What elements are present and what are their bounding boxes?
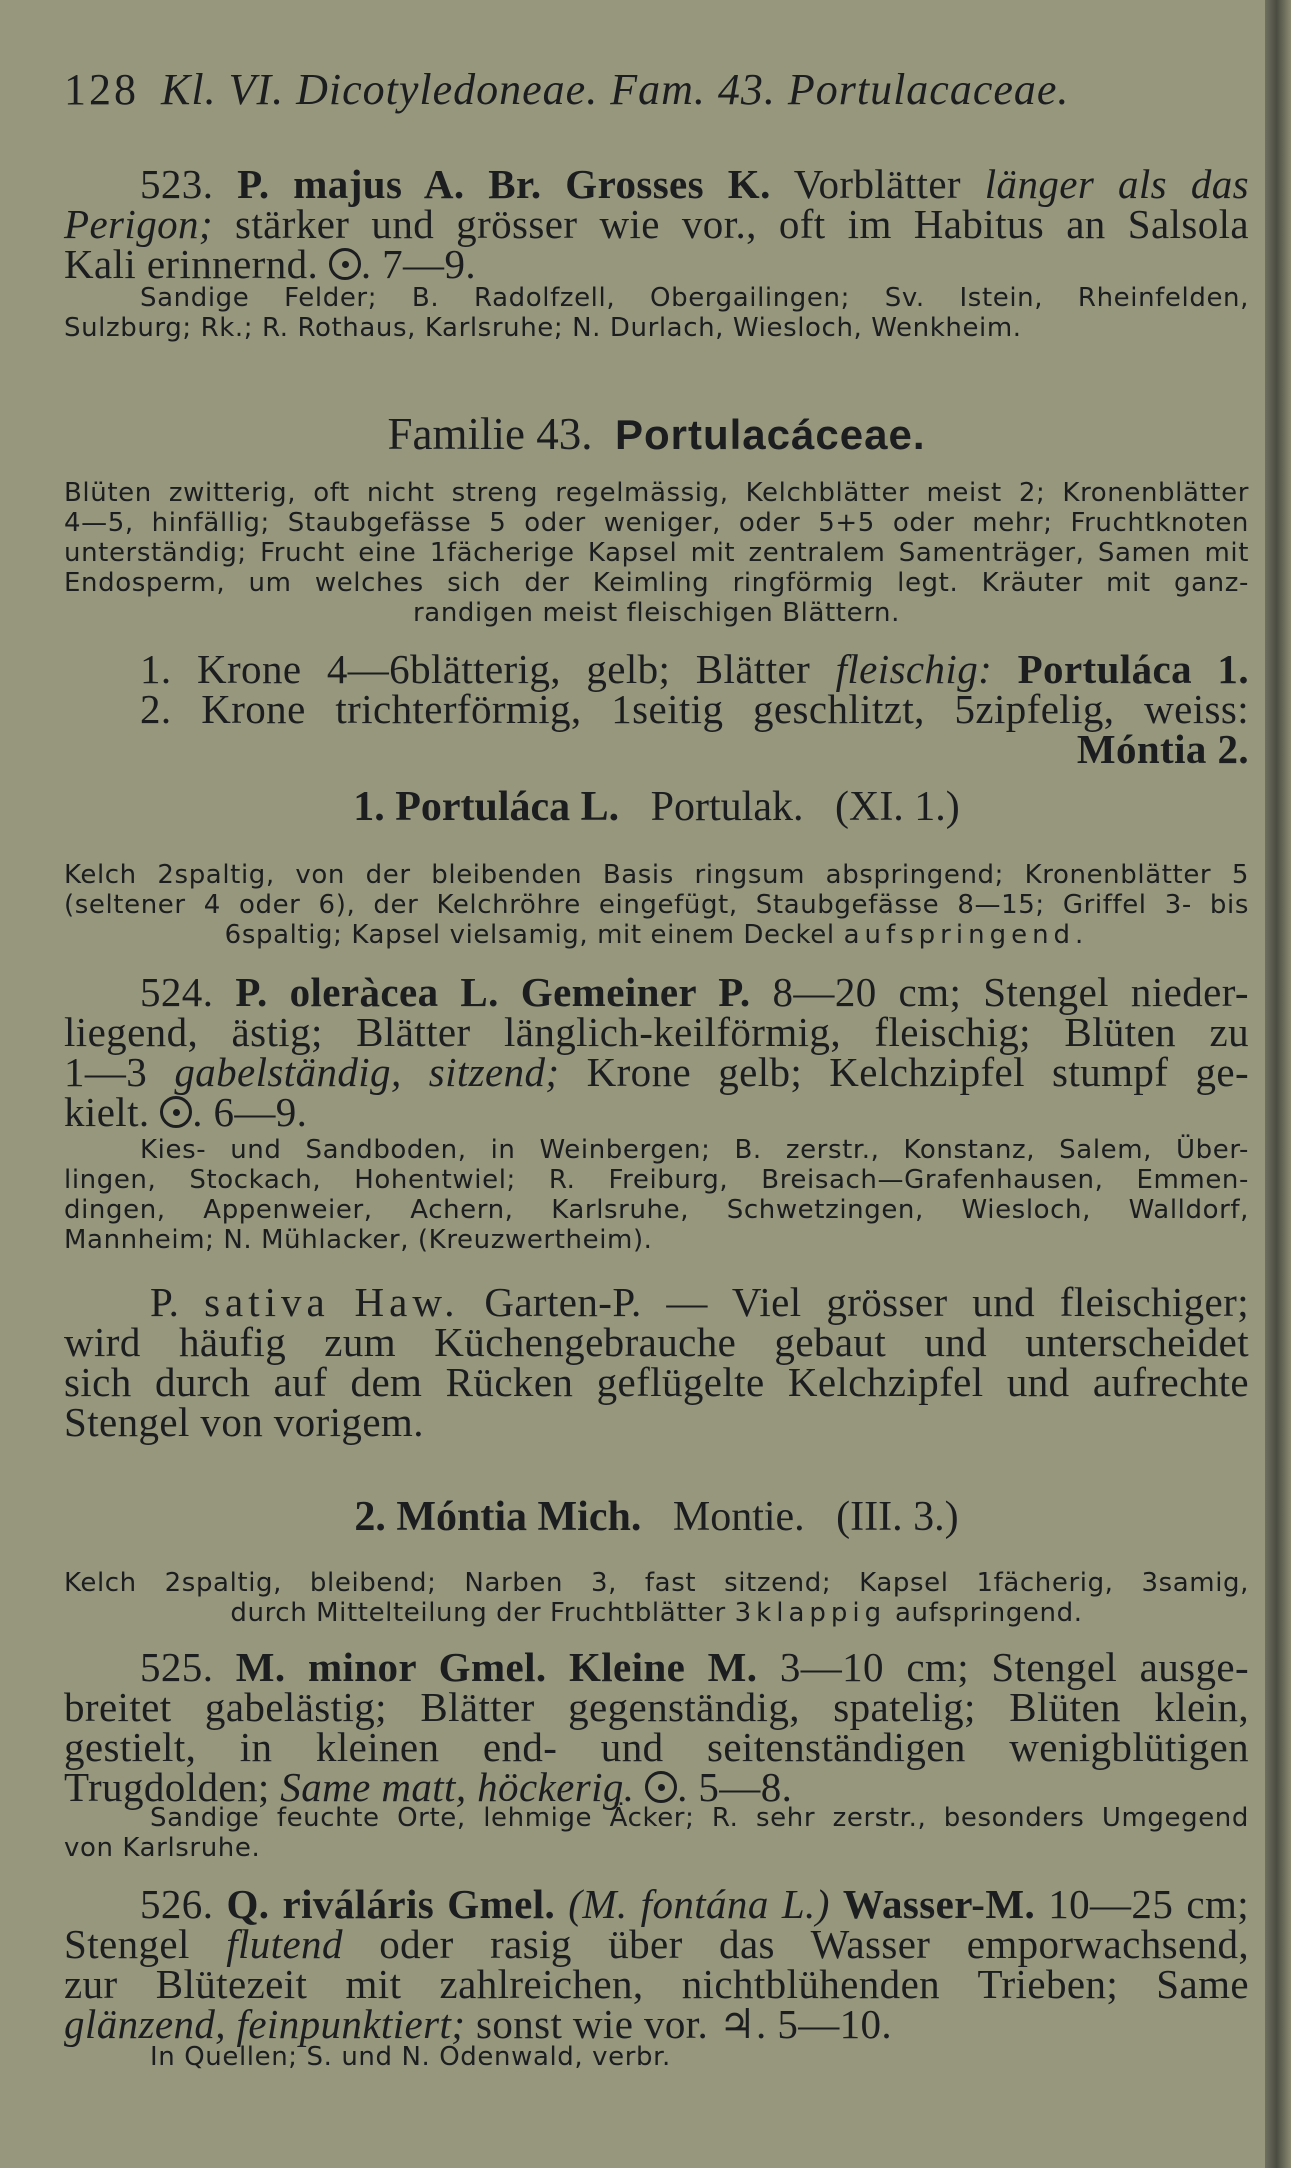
entry-523-locality-1: Sandige Felder; B. Radolfzell, Obergailingen; Sv. Istein, Rheinfelden, <box>140 283 1249 313</box>
entry-523-line-1: 523. P. majus A. Br. Grosses K. Vorblätter länger als das <box>140 161 1249 207</box>
genus-2-heading: 2. Móntia Mich. Montie. (III. 3.) <box>354 1494 959 1540</box>
annual-symbol-icon <box>160 1096 192 1128</box>
entry-524-line-2: liegend, ästig; Blätter länglich-keilförmig, fleischig; Blüten zu <box>64 1009 1249 1055</box>
running-head-title: Kl. VI. Dicotyledoneae. Fam. 43. Portulacaceae. <box>161 65 1070 114</box>
entry-523-locality-2: Sulzburg; Rk.; R. Rothaus, Karlsruhe; N. Durlach, Wiesloch, Wenkheim. <box>64 313 1022 343</box>
annual-symbol-icon <box>329 248 361 280</box>
key-line-2-result: Móntia 2. <box>1076 726 1249 772</box>
family-heading: Familie 43. Portulacáceae. <box>387 409 926 459</box>
book-page: 128 Kl. VI. Dicotyledoneae. Fam. 43. Portulacaceae. 523. P. majus A. Br. Grosses K. Vorblätter länger als das Perigon; stärker und grösser wie vor., oft im Habitus an Salsola Kali erinnernd. . 7—9. Sandige Felder; B. Radolfzell, Obergailingen; Sv. Istein, Rheinfelden, Sulzburg; Rk.; R. Rothaus, Karlsruhe; N. Durlach, Wiesloch, Wenkheim. Familie 43. Portulacáceae. Blüten zwitterig, oft nicht streng regelmässig, Kelchblätter meist 2; Kronenblätter 4—5, hinfällig; Staubgefässe 5 oder weniger, oder 5+5 oder mehr; Fruchtknoten unterständig; Frucht eine 1fächerige Kapsel mit zentralem Samenträger, Samen mit Endosperm, um welches sich der Keimling ringförmig legt. Kräuter mit ganz- randigen meist fleischigen Blättern. 1. Krone 4—6blätterig, gelb; Blätter fleischig: Portuláca 1. 2. Krone trichterförmig, 1seitig geschlitzt, 5zipfelig, weiss: Móntia 2. 1. Portuláca L. Portulak. (XI. 1.) Kelch 2spaltig, von der bleibenden Basis ringsum abspringend; Kronenblätter 5 (seltener 4 oder 6), der Kelchröhre eingefügt, Staubgefässe 8—15; Griffel 3- bis 6spaltig; Kapsel vielsamig, mit einem Deckel aufspringend. 524. P. oleràcea L. Gemeiner P. 8—20 cm; Stengel nieder- liegend, ästig; Blätter länglich-keilförmig, fleischig; Blüten zu 1—3 gabelständig, sitzend; Krone gelb; Kelchzipfel stumpf ge- kielt. . 6—9. Kies- und Sandboden, in Weinbergen; B. zerstr., Konstanz, Salem, Über- lingen, Stockach, Hohentwiel; R. Freiburg, Breisach—Grafenhausen, Emmen- dingen, Appenweier, Achern, Karlsruhe, Schwetzingen, Wiesloch, Walldorf, Mannheim; N. Mühlacker, (Kreuzwertheim). P. sativa Haw. Garten-P. — Viel grösser und fleischiger; wird häufig zum Küchengebrauche gebaut und unterscheidet sich durch auf dem Rücken geflügelte Kelchzipfel und aufrechte Stengel von vorigem. 2. Móntia Mich. Montie. (III. 3.) Kelch 2spaltig, bleibend; Narben 3, fast sitzend; Kapsel 1fächerig, 3samig, durch Mittelteilung der Fruchtblätter 3klappig aufspringend. 525. M. minor Gmel. Kleine M. 3—10 cm; Stengel ausge- breitet gabelästig; Blätter gegenständig, spatelig; Blüten klein, gestielt, in kleinen end- und seitenständigen wenigblütigen Trugdolden; Same matt, höckerig. . 5—8. Sandige feuchte Orte, lehmige Äcker; R. sehr zerstr., besonders Umgegend von Karlsruhe. 526. Q. riváláris Gmel. (M. fontána L.) Wasser-M. 10—25 cm; Stengel flutend oder rasig über das Wasser emporwachsend, zur Blütezeit mit zahlreichen, nichtblühenden Trieben; Same glänzend, feinpunktiert; sonst wie vor. ♃. 5—10. In Quellen; S. und N. Odenwald, verbr. <box>0 0 1291 2168</box>
genus-1-heading: 1. Portuláca L. Portulak. (XI. 1.) <box>353 784 960 830</box>
entry-523-line-3: Kali erinnernd. . 7—9. <box>64 241 476 287</box>
annual-symbol-icon <box>645 1771 677 1803</box>
running-head <box>64 64 1249 115</box>
entry-524-line-1: 524. P. oleràcea L. Gemeiner P. 8—20 cm; Stengel nieder- <box>140 969 1249 1015</box>
entry-524-line-3: 1—3 gabelständig, sitzend; Krone gelb; Kelchzipfel stumpf ge- <box>64 1049 1250 1095</box>
key-line-1: 1. Krone 4—6blätterig, gelb; Blätter fleischig: Portuláca 1. <box>140 646 1249 692</box>
entry-523-line-2: Perigon; stärker und grösser wie vor., oft im Habitus an Salsola <box>64 201 1249 247</box>
key-line-2: 2. Krone trichterförmig, 1seitig geschlitzt, 5zipfelig, weiss: <box>140 686 1249 732</box>
entry-524-line-4: kielt. . 6—9. <box>64 1089 308 1135</box>
entry-525-line-1: 525. M. minor Gmel. Kleine M. 3—10 cm; Stengel ausge- <box>140 1644 1250 1690</box>
entry-526-line-1: 526. Q. riváláris Gmel. (M. fontána L.) Wasser-M. 10—25 cm; <box>140 1881 1250 1927</box>
sativa-line-1: P. sativa Haw. Garten-P. — Viel grösser und fleischiger; <box>150 1279 1249 1325</box>
page-edge-shadow <box>1265 0 1291 2168</box>
page-number: 128 <box>64 65 139 114</box>
